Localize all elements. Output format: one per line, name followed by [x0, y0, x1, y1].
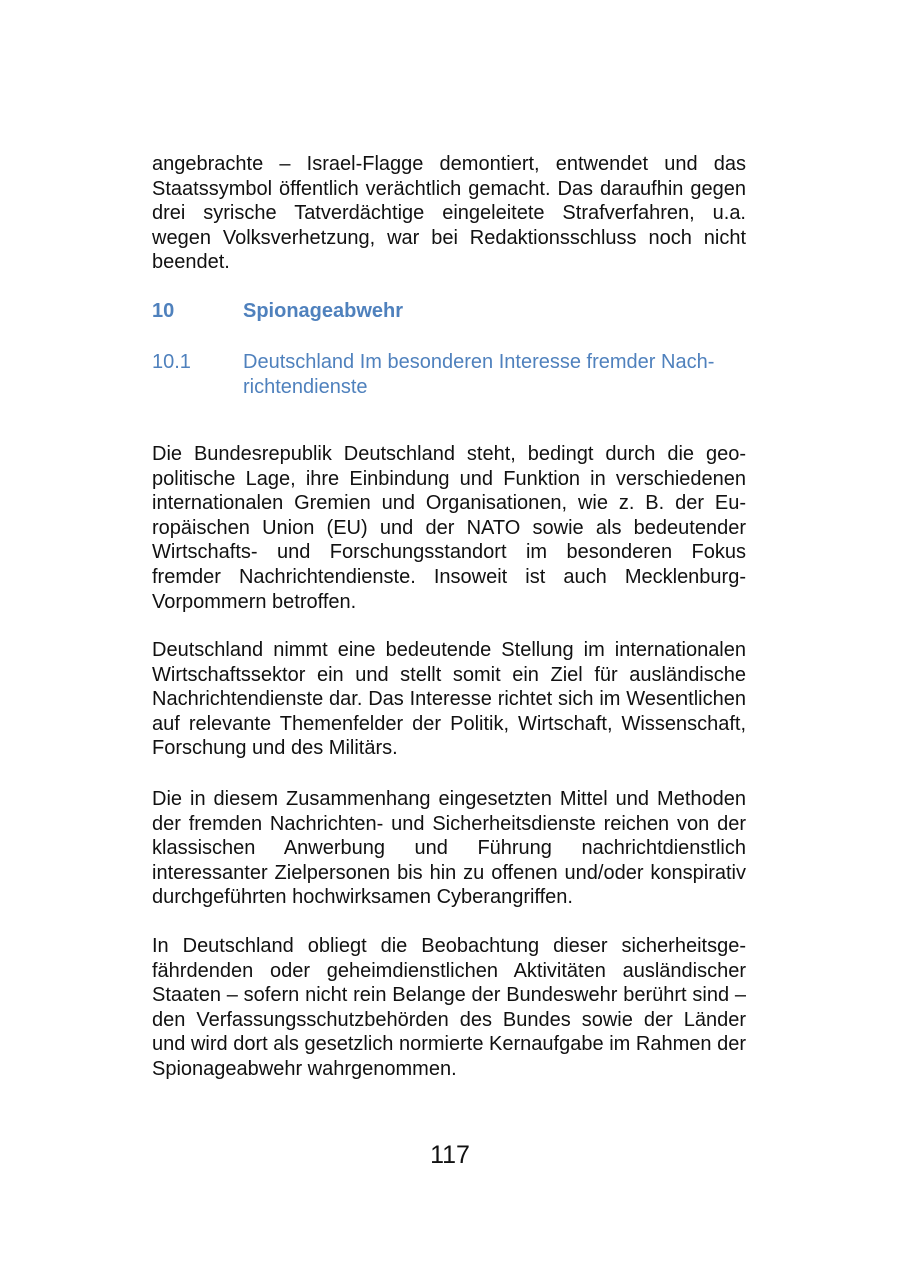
paragraph-geopolitics: Die Bundesrepublik Deutschland steht, bedingt durch die geopolitische Lage, ihre Einbindung und Funktion in verschiedenen internationalen Gremien und Organisationen, wie z. B. der Europäischen Union (EU) und der NATO sowie als bedeutender Wirtschafts- und Forschungsstandort im besonderen Fokus fremder Nachrichtendienste. Insoweit ist auch Mecklenburg-Vorpommern betroffen. [152, 443, 746, 613]
section-title: Spionageabwehr [243, 300, 404, 322]
paragraph-economy: Deutschland nimmt eine bedeutende Stellung im internationalen Wirtschaftssektor ein und stellt somit ein Ziel für ausländische Nachrichtendienste dar. Das Interesse richtet sich im Wesentlichen auf relevante Themenfelder der Politik, Wirtschaft, Wissenschaft, Forschung und des Militärs. [152, 639, 746, 760]
page-number: 117 [430, 1141, 470, 1169]
paragraph-responsibility: In Deutschland obliegt die Beobachtung dieser sicherheitsgefährdenden oder geheimdienstlichen Aktivitäten ausländischer Staaten – sofern nicht rein Belange der Bundeswehr berührt sind – den Verfassungsschutzbehörden des Bundes sowie der Länder und wird dort als gesetzlich normierte Kernaufgabe im Rahmen der Spionageabwehr wahrgenommen. [152, 935, 746, 1080]
section-number: 10 [152, 300, 175, 322]
paragraph-intro-continuation: angebrachte – Israel-Flagge demontiert, entwendet und das Staatssymbol öffentlich verächtlich gemacht. Das daraufhin gegen drei syrische Tatverdächtige eingeleitete Strafverfahren, u.a. wegen Volksverhetzung, war bei Redaktionsschluss noch nicht beendet. [152, 153, 746, 274]
subsection-number: 10.1 [152, 351, 191, 373]
paragraph-methods: Die in diesem Zusammenhang eingesetzten Mittel und Methoden der fremden Nachrichten- und Sicherheitsdienste reichen von der klassischen Anwerbung und Führung nachrichtdienstlich interessanter Zielpersonen bis hin zu offenen und/oder konspirativ durchgeführten hochwirksamen Cyberangriffen. [152, 788, 746, 909]
subsection-title: Deutschland Im besonderen Interesse fremder Nachrichtendienste [243, 351, 715, 398]
